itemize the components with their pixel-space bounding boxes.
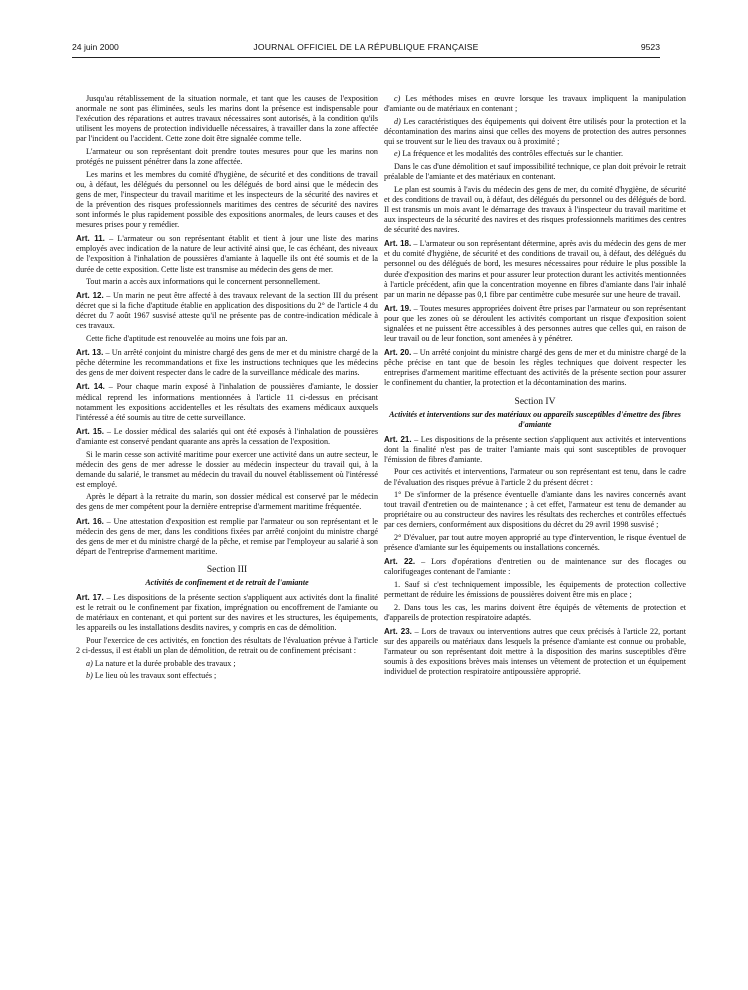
article-21 bbox=[384, 435, 686, 465]
article-14 bbox=[76, 382, 378, 422]
article-text: – Pour chaque marin exposé à l'inhalation de poussières d'amiante, le dossier médical reprend les informations mentionnées à l'article 11 ci-dessus en précisant notamment les expositions accidentelles et les résultats des examens médicaux auxquels l'intéressé a été soumis au titre de cette surveillance. bbox=[76, 382, 378, 422]
journal-title: JOURNAL OFFICIEL DE LA RÉPUBLIQUE FRANÇAISE bbox=[253, 42, 479, 52]
section-4-subtitle: Activités et interventions sur des matériaux ou appareils susceptibles d'émettre des fibres d'amiante bbox=[389, 409, 681, 429]
article-19 bbox=[384, 304, 686, 344]
list-text: Les méthodes mises en œuvre lorsque les travaux impliquent la manipulation d'amiante ou de matériaux en contenant ; bbox=[384, 94, 686, 114]
article-text: – Lors de travaux ou interventions autres que ceux précisés à l'article 22, portant sur des appareils ou matériaux dans lesquels la présence d'amiante est connue ou probable, l'armateur ou son représentant doit mettre à la disposition des marins susceptibles d'être soumis à des expositions brèves mais intenses un vêtement de protection et un équipement individuel de protection respiratoire antipoussière approprié. bbox=[384, 626, 686, 677]
paragraph: Cette fiche d'aptitude est renouvelée au moins une fois par an. bbox=[86, 334, 288, 344]
paragraph: 1. Sauf si c'est techniquement impossible, les équipements de protection collective permettant de réduire les émissions de poussières doivent être mis en place ; bbox=[384, 579, 686, 599]
paragraph: Pour l'exercice de ces activités, en fonction des résultats de l'évaluation prévue à l'article 2 ci-dessus, il est établi un plan de démolition, de retrait ou de confinement précisant : bbox=[76, 635, 378, 655]
paragraph: Dans le cas d'une démolition et sauf impossibilité technique, ce plan doit prévoir le retrait préalable de l'amiante et des matériaux en contenant. bbox=[384, 162, 686, 182]
list-item bbox=[384, 149, 686, 159]
article-label: Art. 17. bbox=[76, 593, 104, 603]
list-letter: a) bbox=[86, 658, 93, 668]
section-3-title: Section III bbox=[206, 564, 248, 575]
list-text: Les caractéristiques des équipements qui doivent être utilisés pour la protection et la décontamination des marins ainsi que celles des moyens de protection des autres personnes qui se trouvent sur le lieu des travaux ou à proximité ; bbox=[384, 116, 686, 146]
article-text: – Un arrêté conjoint du ministre chargé des gens de mer et du ministre chargé de la pêche détermine les recommandations et fixe les instructions techniques que les médecins des gens de mer doivent respecter dans le cadre de la surveillance médicale des marins. bbox=[76, 348, 378, 378]
left-column bbox=[76, 94, 378, 684]
page-number: 9523 bbox=[640, 42, 660, 52]
article-label: Art. 13. bbox=[76, 348, 104, 358]
paragraph: 2° D'évaluer, par tout autre moyen approprié au type d'intervention, le risque éventuel de présence d'amiante sur les équipements ou installations concernés. bbox=[384, 532, 686, 553]
article-text: – Le dossier médical des salariés qui ont été exposés à l'inhalation de poussières d'amiante est conservé pendant quarante ans après la cessation de l'exposition. bbox=[76, 426, 379, 446]
section-3-subtitle: Activités de confinement et de retrait de l'amiante bbox=[145, 578, 309, 588]
article-22 bbox=[384, 557, 686, 577]
article-label: Art. 18. bbox=[384, 239, 412, 249]
paragraph: Les marins et les membres du comité d'hygiène, de sécurité et des conditions de travail ou, à défaut, les délégués du personnel ou les délégués de bord ainsi que le médecin des gens de mer, l'inspecteur du travail maritime et les inspecteurs de la sécurité des navires et de la prévention des risques professionnels maritimes des centres de sécurité des navires sont informés le plus rapidement possible des expositions anormales, de leurs causes et des mesures prises pour y remédier. bbox=[76, 169, 378, 230]
article-20 bbox=[384, 348, 686, 388]
list-text: La nature et la durée probable des travaux ; bbox=[92, 658, 236, 668]
article-label: Art. 14. bbox=[76, 382, 105, 392]
article-label: Art. 16. bbox=[76, 516, 104, 526]
section-4-title: Section IV bbox=[514, 396, 556, 407]
article-label: Art. 21. bbox=[384, 434, 412, 444]
article-text: – Les dispositions de la présente section s'appliquent aux activités dont la finalité est le retrait ou le confinement par fixation, imprégnation ou encoffrement de l'amiante ou de matériaux en contenant, et qui portent sur des navires et les structures, les équipements, les appareils ou les installations desdits navires, y compris en cas de démolition. bbox=[76, 593, 378, 633]
article-12 bbox=[76, 291, 378, 331]
article-text: – Un marin ne peut être affecté à des travaux relevant de la section III du présent décret que si la fiche d'aptitude établie en application des dispositions du 2° de l'article 4 du décret du 7 août 1967 susvisé atteste qu'il ne présente pas de contre-indication médicale à ces travaux. bbox=[76, 291, 378, 331]
list-item bbox=[76, 671, 378, 681]
paragraph: 2. Dans tous les cas, les marins doivent être équipés de vêtements de protection et d'appareils de protection respiratoire adaptés. bbox=[384, 602, 686, 622]
article-11 bbox=[76, 234, 378, 274]
article-label: Art. 20. bbox=[384, 348, 412, 358]
publication-date: 24 juin 2000 bbox=[72, 42, 119, 52]
list-letter: d) bbox=[394, 116, 401, 126]
article-17 bbox=[76, 593, 378, 633]
list-item bbox=[76, 659, 378, 669]
article-label: Art. 23. bbox=[384, 626, 412, 636]
article-13 bbox=[76, 348, 378, 378]
paragraph: Le plan est soumis à l'avis du médecin des gens de mer, du comité d'hygiène, de sécurité et des conditions de travail ou, à défaut, des délégués du personnel ou des délégués de bord. Il est transmis un mois avant le démarrage des travaux à l'inspecteur du travail maritime et aux inspecteurs de la sécurité des navires et des risques professionnels maritimes des centres de sécurité des navires. bbox=[384, 184, 686, 235]
paragraph: Si le marin cesse son activité maritime pour exercer une activité dans un autre secteur, le médecin des gens de mer adresse le dossier au médecin inspecteur du travail qui, à la demande du salarié, le transmet au médecin du travail du nouvel établissement où l'intéressé est employé. bbox=[76, 449, 378, 489]
paragraph: Jusqu'au rétablissement de la situation normale, et tant que les causes de l'exposition anormale ne sont pas éliminées, seuls les marins dont la présence est indispensable pour l'exécution des réparations et autres travaux nécessaires sont autorisés, à la condition qu'ils utilisent les moyens de protection individuelle nécessaires, à travailler dans la zone affectée par l'incident ou l'accident. Cette zone doit être signalée comme telle. bbox=[76, 94, 378, 144]
article-label: Art. 12. bbox=[76, 291, 104, 301]
article-text: – Toutes mesures appropriées doivent être prises par l'armateur ou son représentant pour que les zones où se déroulent les activités comportant un risque d'exposition soient signalées et ne puissent être accessibles à des personnes autres que celles qui, en raison de leur travail ou de leur fonction, sont amenées à y pénétrer. bbox=[384, 303, 686, 344]
article-text: – L'armateur ou son représentant établit et tient à jour une liste des marins employés avec indication de la nature de leur activité ainsi que, le cas échéant, des niveaux de l'exposition à l'inhalation de poussières d'amiante à laquelle ils ont été soumis et de la durée de cette exposition. Cette liste est transmise au médecin des gens de mer. bbox=[76, 234, 378, 274]
list-text: Le lieu où les travaux sont effectués ; bbox=[92, 671, 217, 681]
paragraph: L'armateur ou son représentant doit prendre toutes mesures pour que les marins non protégés ne puissent pénétrer dans la zone affectée. bbox=[76, 146, 378, 167]
article-label: Art. 15. bbox=[76, 426, 104, 436]
paragraph: Après le départ à la retraite du marin, son dossier médical est conservé par le médecin des gens de mer compétent pour la dernière entreprise d'armement maritime fréquentée. bbox=[76, 492, 378, 512]
article-text: – Les dispositions de la présente section s'appliquent aux activités et interventions dont la finalité n'est pas de traiter l'amiante mais qui sont susceptibles de provoquer l'émission de fibres d'amiante. bbox=[384, 434, 687, 464]
article-label: Art. 22. bbox=[384, 557, 416, 567]
list-item bbox=[384, 94, 686, 114]
list-letter: c) bbox=[394, 94, 401, 103]
article-text: – Une attestation d'exposition est remplie par l'armateur ou son représentant et le médecin des gens de mer, dans les conditions fixées par arrêté conjoint du ministre chargé des gens de mer et du ministre chargé de la pêche, et remise par l'employeur au salarié à son départ de l'entreprise d'armement maritime. bbox=[76, 516, 378, 556]
list-item bbox=[384, 117, 686, 147]
list-text: La fréquence et les modalités des contrôles effectués sur le chantier. bbox=[400, 149, 624, 159]
page-header bbox=[72, 42, 660, 56]
paragraph: 1° De s'informer de la présence éventuelle d'amiante dans les navires concernés avant tout travail d'entretien ou de maintenance ; à cet effet, l'armateur est tenu de demander au propriétaire ou au constructeur des navires les résultats des recherches et contrôles effectués par ces derniers, conformément aux dispositions du décret du 29 avril 1998 susvisé ; bbox=[384, 490, 686, 530]
paragraph: Tout marin a accès aux informations qui le concernent personnellement. bbox=[86, 277, 321, 287]
article-text: – Lors d'opérations d'entretien ou de maintenance sur des flocages ou calorifugeages contenant de l'amiante : bbox=[384, 557, 686, 577]
article-label: Art. 11. bbox=[76, 234, 105, 244]
article-23 bbox=[384, 627, 686, 677]
paragraph: Pour ces activités et interventions, l'armateur ou son représentant est tenu, dans le cadre de l'évaluation des risques prévue à l'article 2 du présent décret : bbox=[384, 467, 686, 487]
article-16 bbox=[76, 517, 378, 557]
article-15 bbox=[76, 427, 378, 447]
article-label: Art. 19. bbox=[384, 303, 412, 313]
article-18 bbox=[384, 239, 686, 300]
header-rule bbox=[72, 57, 660, 58]
list-letter: b) bbox=[86, 671, 93, 681]
article-text: – L'armateur ou son représentant détermine, après avis du médecin des gens de mer et du comité d'hygiène, de sécurité et des conditions de travail ou, à défaut, des délégués du personnel ou des délégués de bord, les mesures nécessaires pour réduire le plus possible la durée d'exposition des marins et pour assurer leur protection durant les activités mentionnées à l'article précédent, afin que la concentration moyenne en fibres d'amiante dans l'air inhalé par un marin ne dépasse pas 0,1 fibre par centimètre cube mesurée sur une heure de travail. bbox=[384, 239, 687, 299]
article-text: – Un arrêté conjoint du ministre chargé des gens de mer et du ministre chargé de la pêche précise en tant que de besoin les règles techniques que doivent respecter les entreprises d'armement maritime effectuant des activités de la présente section pour assurer le confinement du chantier, la protection et la décontamination des marins. bbox=[384, 348, 686, 388]
right-column bbox=[384, 94, 686, 680]
list-letter: e) bbox=[394, 149, 401, 159]
